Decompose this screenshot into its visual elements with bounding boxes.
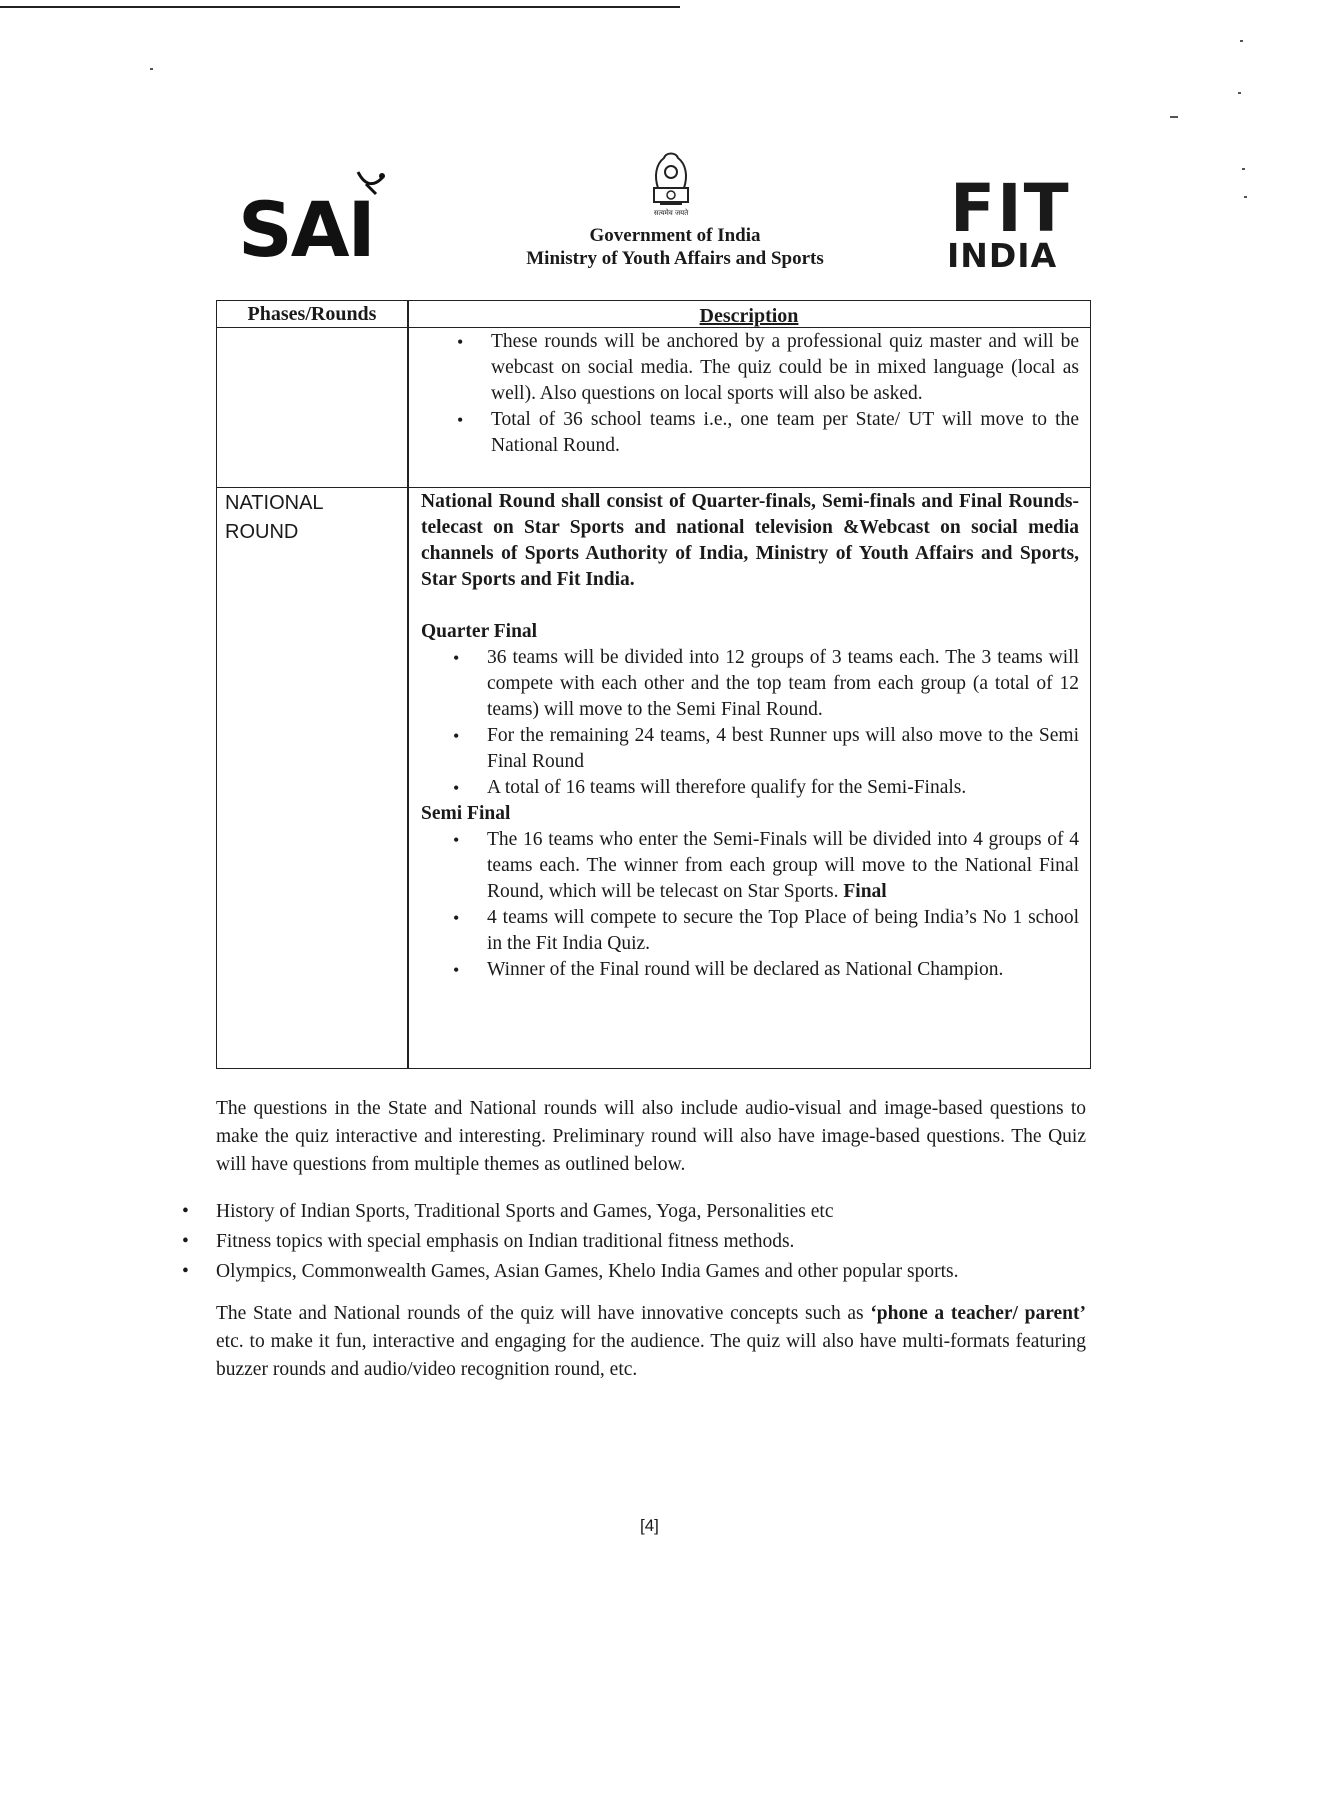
scan-speck xyxy=(1240,40,1243,42)
quarter-final-heading: Quarter Final xyxy=(421,621,538,642)
para2-start: The State and National rounds of the quiz will have innovative concepts such as xyxy=(216,1303,871,1324)
scan-speck xyxy=(1238,92,1241,94)
list-item: • History of Indian Sports, Traditional Sports and Games, Yoga, Personalities etc xyxy=(216,1197,1096,1227)
top-scan-line xyxy=(0,6,680,8)
list-item: • These rounds will be anchored by a professional quiz master and will be webcast on social media. The quiz could be in mixed language (local as well). Also questions on local sports will also be asked. xyxy=(491,329,1079,407)
semi-final-heading: Semi Final xyxy=(421,803,511,824)
national-round-intro: National Round shall consist of Quarter-finals, Semi-finals and Final Rounds-telecast on Star Sports and national television &Webcast on social media channels of Sports Authority of India, Ministry of Youth Affairs and Sports, Star Sports and Fit India. xyxy=(421,491,1079,590)
page-number: [4] xyxy=(640,1516,659,1535)
themes-list xyxy=(216,1197,1096,1287)
list-item: • Fitness topics with special emphasis on Indian traditional fitness methods. xyxy=(216,1227,1096,1257)
list-item xyxy=(487,827,1079,905)
quiz-questions-paragraph: The questions in the State and National rounds will also include audio-visual and image-based questions to make the quiz interactive and interesting. Preliminary round will also have image-based questions. The Quiz will have questions from multiple themes as outlined below. xyxy=(216,1098,1086,1175)
gov-line-2: Ministry of Youth Affairs and Sports xyxy=(526,248,824,269)
row2-phase xyxy=(225,489,395,547)
list-item: • 4 teams will compete to secure the Top Place of being India’s No 1 school in the Fit India Quiz. xyxy=(487,905,1079,957)
row2-description xyxy=(421,489,1079,983)
list-item: • Olympics, Commonwealth Games, Asian Games, Khelo India Games and other popular sports. xyxy=(216,1257,1096,1287)
para2-bold: ‘phone a teacher/ parent’ xyxy=(870,1303,1087,1324)
scan-speck xyxy=(1244,196,1247,198)
col-header-phases: Phases/Rounds xyxy=(247,303,377,325)
list-item: • Winner of the Final round will be declared as National Champion. xyxy=(487,957,1079,983)
scan-speck xyxy=(1242,168,1245,170)
list-item: • For the remaining 24 teams, 4 best Runner ups will also move to the Semi Final Round xyxy=(487,723,1079,775)
final-heading: Final xyxy=(843,881,887,902)
innovative-concepts-paragraph xyxy=(216,1300,1086,1384)
fit-logo-bottom: INDIA xyxy=(947,236,1058,275)
col-header-description: Description xyxy=(699,305,799,327)
national-emblem-icon xyxy=(640,148,702,218)
fit-logo-top: FIT xyxy=(950,170,1071,247)
list-item: • 36 teams will be divided into 12 groups of 3 teams each. The 3 teams will compete with each other and the top team from each group (a total of 12 teams) will move to the Semi Final Round. xyxy=(487,645,1079,723)
government-heading xyxy=(470,224,880,270)
list-item: • Total of 36 school teams i.e., one team per State/ UT will move to the National Round. xyxy=(491,407,1079,459)
sai-logo-text: SAI xyxy=(238,185,374,274)
scan-speck xyxy=(150,68,153,70)
phase-line-1: NATIONAL xyxy=(225,492,324,514)
gov-line-1: Government of India xyxy=(589,225,761,246)
table-column-divider xyxy=(407,301,409,1068)
semi-final-text: The 16 teams who enter the Semi-Finals will be divided into 4 groups of 4 teams each. The winner from each group will move to the National Final Round, which will be telecast on Star Sports. xyxy=(487,829,1079,902)
scan-speck xyxy=(1170,116,1178,118)
fit-india-logo xyxy=(944,170,1074,276)
sai-logo xyxy=(238,170,398,274)
list-item: • A total of 16 teams will therefore qualify for the Semi-Finals. xyxy=(487,775,1079,801)
phase-line-2: ROUND xyxy=(225,521,299,543)
rounds-table xyxy=(216,300,1091,1069)
para2-end: etc. to make it fun, interactive and engaging for the audience. The quiz will also have multi-formats featuring buzzer rounds and audio/video recognition round, etc. xyxy=(216,1331,1086,1380)
row1-description xyxy=(491,329,1079,459)
emblem-caption: सत्यमेव जयते xyxy=(653,209,689,217)
